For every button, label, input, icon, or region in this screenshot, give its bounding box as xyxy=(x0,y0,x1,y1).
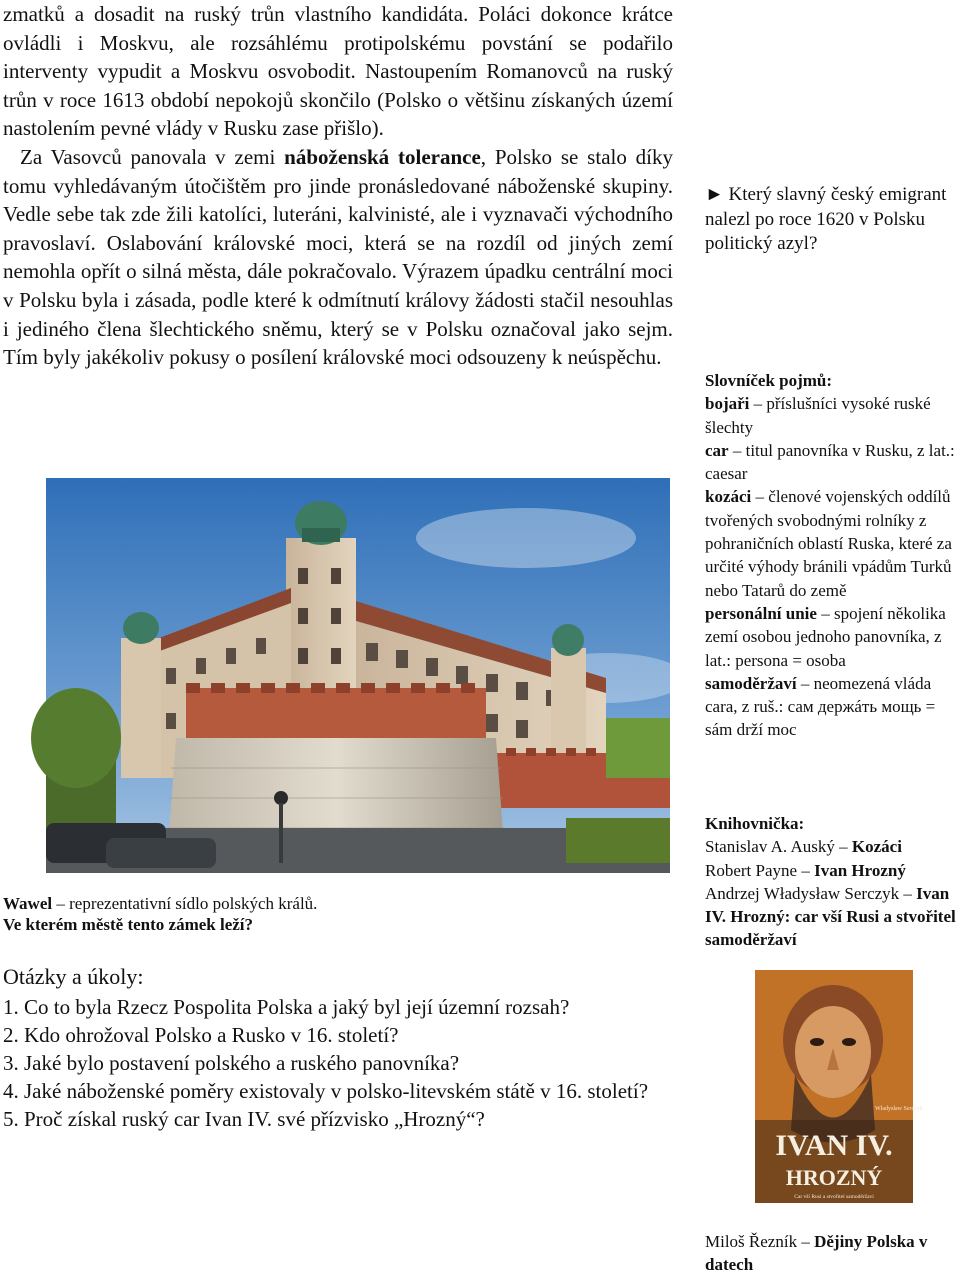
library xyxy=(705,812,960,952)
library-title: Knihovnička: xyxy=(705,814,805,833)
glossary-entry: car – titul panovníka v Rusku, z lat.: caesar xyxy=(705,440,955,484)
book-entry: Andrzej Władysław Serczyk – Ivan IV. Hrozný: car vší Rusi a stvořitel samoděržaví xyxy=(705,883,956,950)
cover-subtitle: Car vší Rusi a stvořitel samoděržaví xyxy=(794,1194,874,1200)
glossary-title: Slovníček pojmů: xyxy=(705,371,833,390)
wawel-photo xyxy=(46,478,670,873)
question-item: 1. Co to byla Rzecz Pospolita Polska a jaký byl její územní rozsah? xyxy=(3,995,570,1019)
glossary-entry: samoděržaví – neomezená vláda cara, z ruš.: сам держáть мощь = sám drží moc xyxy=(705,673,936,740)
glossary-entry: bojaři – příslušníci vysoké ruské šlechty xyxy=(705,394,931,437)
book-entry: Robert Payne – Ivan Hrozný xyxy=(705,860,906,880)
caption-question: Ve kterém městě tento zámek leží? xyxy=(3,915,254,934)
question-item: 4. Jaké náboženské poměry existovaly v polsko-litevském státě v 16. století? xyxy=(3,1079,649,1103)
question-item: 2. Kdo ohrožoval Polsko a Rusko v 16. století? xyxy=(3,1023,399,1047)
photo-caption: Wawel – reprezentativní sídlo polských králů. Ve kterém městě tento zámek leží? xyxy=(3,894,318,934)
book-entry: Stanislav A. Auský – Kozáci xyxy=(705,837,902,857)
bold-term: náboženská tolerance xyxy=(284,144,481,169)
paragraph: Za Vasovců panovala v zemi náboženská tolerance, Polsko se stalo díky tomu vyhledávaným útočištěm pro jinde pronásledované náboženské skupiny. Vedle sebe tak zde žili katolíci, luteráni, kalvinisté, ale i vyznavači východního pravoslaví. Oslabování královské moci, která se na rozdíl od jiných zemí nemohla opřít o silná města, dále pokračovalo. Výrazem úpadku centrální moci v Polsku byla i zásada, podle které k odmítnutí královy žádosti stačil nesouhlas i jediného člena šlechtického sněmu, který se v Polsku označoval jako sejm. Tím byly jakékoliv pokusy o posílení královské moci odsouzeny k neúspěchu. xyxy=(3,144,674,370)
cover-caption: Miloš Řezník – Dějiny Polska v datech xyxy=(705,1232,928,1275)
question-item: 5. Proč získal ruský car Ivan IV. své přízvisko „Hrozný“? xyxy=(3,1107,485,1131)
book-cover-image xyxy=(755,970,923,1203)
questions-section xyxy=(3,963,671,1133)
glossary-entry: personální unie – spojení několika zemí osobou jednoho panovníka, z lat.: persona = osoba xyxy=(705,603,946,670)
cover-author: Władysław Serczyk xyxy=(875,1106,923,1112)
questions-title: Otázky a úkoly: xyxy=(3,964,144,989)
glossary-entry: kozáci – členové vojenských oddílů tvořených svobodnými rolníky z pohraničních oblastí Ruska, které za určité výhody bránili vpádům Turků nebo Tatarů do země xyxy=(705,487,952,600)
cover-title-bottom: HROZNÝ xyxy=(785,1165,883,1190)
main-text xyxy=(3,0,673,372)
glossary xyxy=(705,369,960,742)
cover-title: IVAN IV. xyxy=(775,1129,893,1162)
paragraph: zmatků a dosadit na ruský trůn vlastního kandidáta. Poláci dokonce krátce ovládli i Moskvu, ale rozsáhlému protipolskému povstání se podařilo interventy vypudit a Moskvu osvobodit. Nastoupením Romanovců na ruský trůn v roce 1613 období nepokojů skončilo (Polsko o většinu získaných území nastolením pevné vlády v Rusku zase přišlo). xyxy=(3,2,673,141)
question-item: 3. Jaké bylo postavení polského a ruského panovníka? xyxy=(3,1051,460,1075)
side-question: ► Který slavný český emigrant nalezl po roce 1620 v Polsku politický azyl? xyxy=(705,184,947,254)
